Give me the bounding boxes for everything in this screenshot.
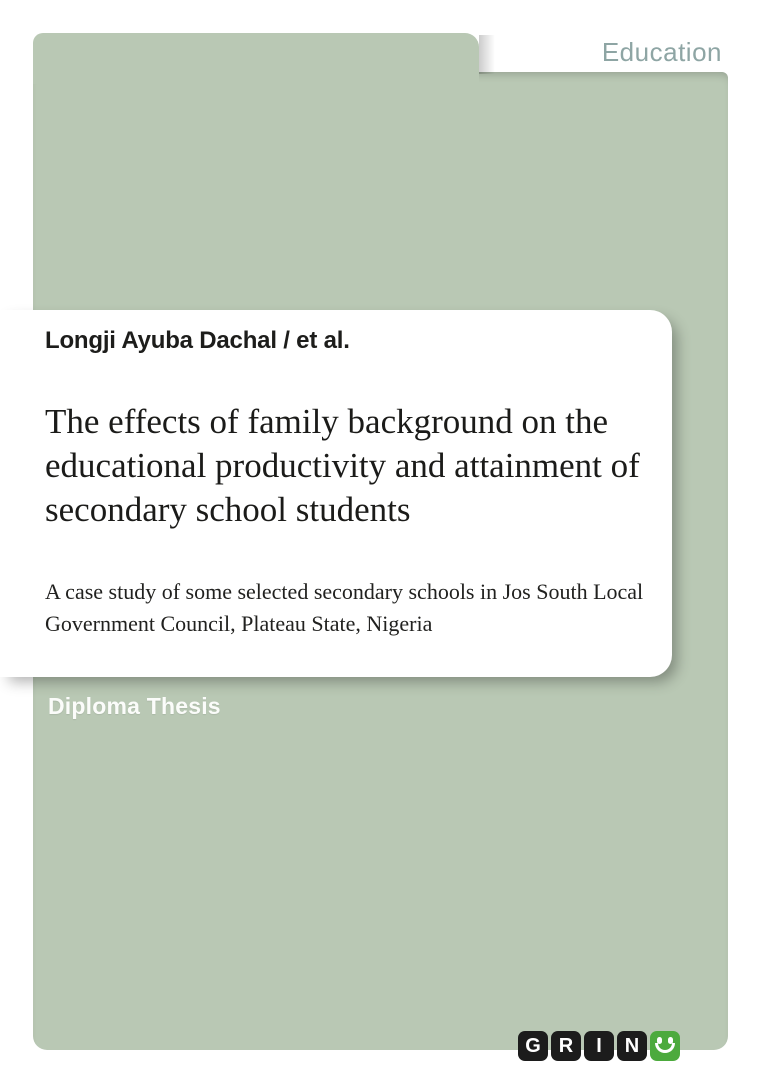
logo-letter-r: R bbox=[551, 1031, 581, 1061]
book-subtitle bbox=[45, 576, 652, 640]
logo-letter-g: G bbox=[518, 1031, 548, 1061]
logo-letter-i: I bbox=[584, 1031, 614, 1061]
category-label: Education bbox=[601, 37, 722, 67]
title-line-1: The effects of family background on the bbox=[45, 402, 609, 441]
title-panel bbox=[0, 310, 672, 677]
grin-smiley-icon bbox=[650, 1031, 680, 1061]
subtitle-line-2: Government Council, Plateau State, Nigeria bbox=[45, 611, 433, 636]
document-type-label: Diploma Thesis bbox=[48, 693, 221, 719]
cover-card-top-tab bbox=[33, 33, 479, 84]
smiley-mouth bbox=[655, 1043, 675, 1053]
title-line-3: secondary school students bbox=[45, 490, 411, 529]
subtitle-line-1: A case study of some selected secondary schools in Jos South Local bbox=[45, 579, 644, 604]
author-name: Longji Ayuba Dachal / et al. bbox=[45, 327, 350, 354]
grin-logo bbox=[518, 1031, 680, 1061]
logo-letter-n: N bbox=[617, 1031, 647, 1061]
book-title bbox=[45, 400, 652, 532]
title-line-2: educational productivity and attainment of bbox=[45, 446, 640, 485]
